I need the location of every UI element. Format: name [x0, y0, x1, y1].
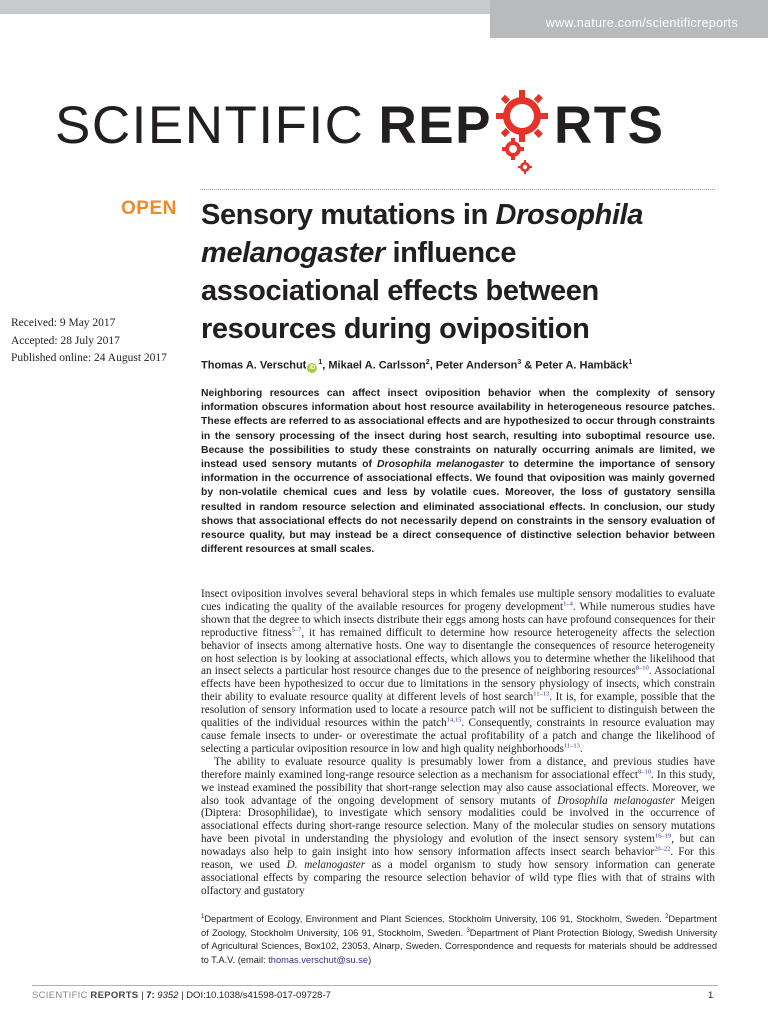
author-1-affiliation: 1 — [318, 359, 323, 366]
affiliation-1: Department of Ecology, Environment and Plant Sciences, Stockholm University, 106 91, Stockholm, Sweden. — [204, 914, 666, 924]
received-date: Received: 9 May 2017 — [11, 317, 116, 329]
footer-citation — [32, 990, 331, 1001]
author-4-affiliation: 1 — [628, 359, 633, 366]
citation-ref[interactable]: 1–4 — [563, 600, 573, 608]
masthead-word-rts: RTS — [553, 95, 665, 155]
author-list — [201, 359, 632, 373]
footer-divider — [32, 985, 718, 986]
article-dates — [11, 315, 167, 368]
text-run: . Consequently, constraints in resource evaluation may cause female insects to under- or overestimate the actual profitability of a patch and change the likelihood of selecting a particular oviposition resource in low and high quality neighborhoods — [201, 717, 715, 755]
published-date: Published online: 24 August 2017 — [11, 352, 167, 364]
page-number: 1 — [708, 990, 714, 1001]
text-run: . It is, for example, possible that the resolution of sensory information used to locate a resource patch will not be sufficient to distinguish between the qualities of the individual resources within the patch — [201, 691, 715, 730]
citation-ref[interactable]: 14,15 — [446, 716, 462, 724]
citation-ref[interactable]: 11–13 — [563, 742, 580, 750]
text-run: . For this reason, we used — [201, 846, 715, 872]
body-text — [201, 588, 715, 898]
open-access-label: OPEN — [121, 198, 177, 219]
affiliation-marker: 3 — [466, 927, 470, 934]
gear-logo-icon — [493, 80, 553, 170]
text-run: Insect oviposition involves several behavioral steps in which females use multiple sensory modalities to evaluate cues indicating the quality of the available resources for progeny development — [201, 588, 715, 613]
title-part-1: Sensory mutations in — [201, 199, 496, 231]
author-2[interactable]: , Mikael A. Carlsson — [322, 359, 426, 372]
species-name: D. melanogaster — [286, 859, 366, 872]
footer-article: 9352 — [157, 990, 179, 1001]
journal-url-tab[interactable] — [490, 0, 768, 38]
text-run: . Associational effects have been hypothesized to occur due to limitations in the sensory physiology of insects, which constrain their ability to evaluate resource quality at different levels of host search — [201, 665, 715, 704]
author-3[interactable]: , Peter Anderson — [429, 359, 518, 372]
paragraph-2 — [201, 756, 715, 898]
orcid-icon[interactable]: iD — [309, 364, 316, 371]
author-1[interactable]: Thomas A. Verschut — [201, 359, 307, 372]
abstract-species: Drosophila melanogaster — [377, 459, 504, 471]
citation-ref[interactable]: 8–10 — [635, 664, 649, 672]
affiliation-3: Department of Plant Protection Biology, Swedish University of Agricultural Sciences, Box102, 23053, Alnarp, Sweden. Correspondence and requests for materials should be addressed to T.A.V. (email: — [201, 927, 717, 965]
journal-masthead — [55, 80, 664, 170]
masthead-word-rep: REP — [378, 95, 492, 155]
footer-sep: | — [138, 990, 147, 1001]
affiliation-2: Department of Zoology, Stockholm University, 106 91, Stockholm, Sweden. — [201, 914, 717, 938]
article-title — [201, 196, 701, 348]
text-run: . In this study, we instead examined the possibility that short-range selection may also cause associational effects. Moreover, we also took advantage of the ongoing development of sensory mutants of — [201, 768, 716, 807]
citation-ref[interactable]: 11–13 — [533, 690, 550, 698]
text-run: as a model organism to study how sensory information can generate associational effects by comparing the resource selection behavior of wild type flies with that of strains with olfactory and gustatory — [201, 859, 716, 897]
footer-journal-b: REPORTS — [90, 990, 139, 1001]
correspondence-email-link[interactable]: thomas.verschut@su.se — [268, 954, 369, 965]
abstract-part-2: to determine the importance of sensory information in the occurrence of associational effects. We found that oviposition was mainly governed by non-volatile chemical cues and less by volatile cues. Moreover, the loss of gustatory sensilla resulted in random resource selection and eliminated associational effects. In conclusion, our study shows that associational effects do not necessarily depend on constraints in the sensory evaluation of resource quality, but may instead be a direct consequence of distinctive selection behavior between different resources at small scales. — [201, 459, 716, 556]
citation-ref[interactable]: 20–22 — [654, 845, 671, 853]
masthead-word-scientific: SCIENTIFIC — [55, 95, 365, 155]
footer-sep: | — [178, 990, 187, 1001]
journal-url[interactable]: www.nature.com/scientificreports — [545, 16, 738, 30]
title-species: Drosophila melanogaster — [201, 199, 644, 269]
header-divider — [200, 189, 715, 190]
text-run: . While numerous studies have shown that the degree to which insects distribute their eggs among hosts can have profound consequences for their reproductive fitness — [201, 600, 716, 639]
footnote-close: ) — [368, 954, 372, 965]
text-run: , it has remained difficult to determine how resource heterogeneity affects the selection behavior of insects among alternative hosts. One way to disentangle the consequences of resource heterogeneity on host selection is by looking at associational effects, which allows you to determine whether the likelihood that an insect selects a particular host resource changes due to the presence of neighboring resources — [201, 626, 715, 678]
affiliations-footnote — [201, 913, 717, 967]
footer-volume: 7: — [146, 990, 158, 1001]
text-run: , but can nowadays also help to gain insight into how sensory information affects insect search behavior — [201, 833, 715, 859]
author-4[interactable]: & Peter A. Hambäck — [521, 359, 629, 372]
author-3-affiliation: 3 — [517, 359, 522, 366]
footer-journal-a: SCIENTIFIC — [32, 990, 88, 1001]
paragraph-1 — [201, 588, 715, 756]
citation-ref[interactable]: 5–7 — [291, 625, 302, 633]
affiliation-marker: 2 — [665, 913, 669, 920]
citation-ref[interactable]: 16–19 — [654, 832, 672, 840]
text-run: . — [579, 742, 583, 755]
author-2-affiliation: 2 — [425, 359, 430, 366]
accepted-date: Accepted: 28 July 2017 — [11, 334, 120, 347]
citation-ref[interactable]: 8–10 — [637, 767, 651, 775]
footer-doi[interactable]: DOI:10.1038/s41598-017-09728-7 — [186, 990, 331, 1001]
text-run: Meigen (Diptera: Drosophilidae), to investigate which sensory modalities could be involved in the occurrence of associational effects during short-range resource selection. Many of the molecular studies on sensory mutations have been pivotal in understanding the physiology and evolution of the insect sensory system — [201, 794, 715, 846]
species-name: Drosophila melanogaster — [557, 794, 675, 807]
affiliation-marker: 1 — [201, 913, 205, 920]
title-part-2: influence associational effects between resources during oviposition — [201, 237, 599, 345]
abstract-part-1: Neighboring resources can affect insect oviposition behavior when the complexity of sensory information obscures information about host resource availability in heterogeneous resource patches. These effects are referred to as associational effects and are hypothesized to occur through constraints in the sensory processing of the insect during host search, resulting into suboptimal resource use. Because the possibilities to study these constraints on naturally occurring animals are limited, we instead used sensory mutants of — [201, 388, 715, 471]
text-run: The ability to evaluate resource quality is presumably lower from a distance, and previous studies have therefore mainly examined long-range resource selection as a mechanism for associational effect — [201, 755, 715, 781]
abstract — [201, 387, 715, 557]
